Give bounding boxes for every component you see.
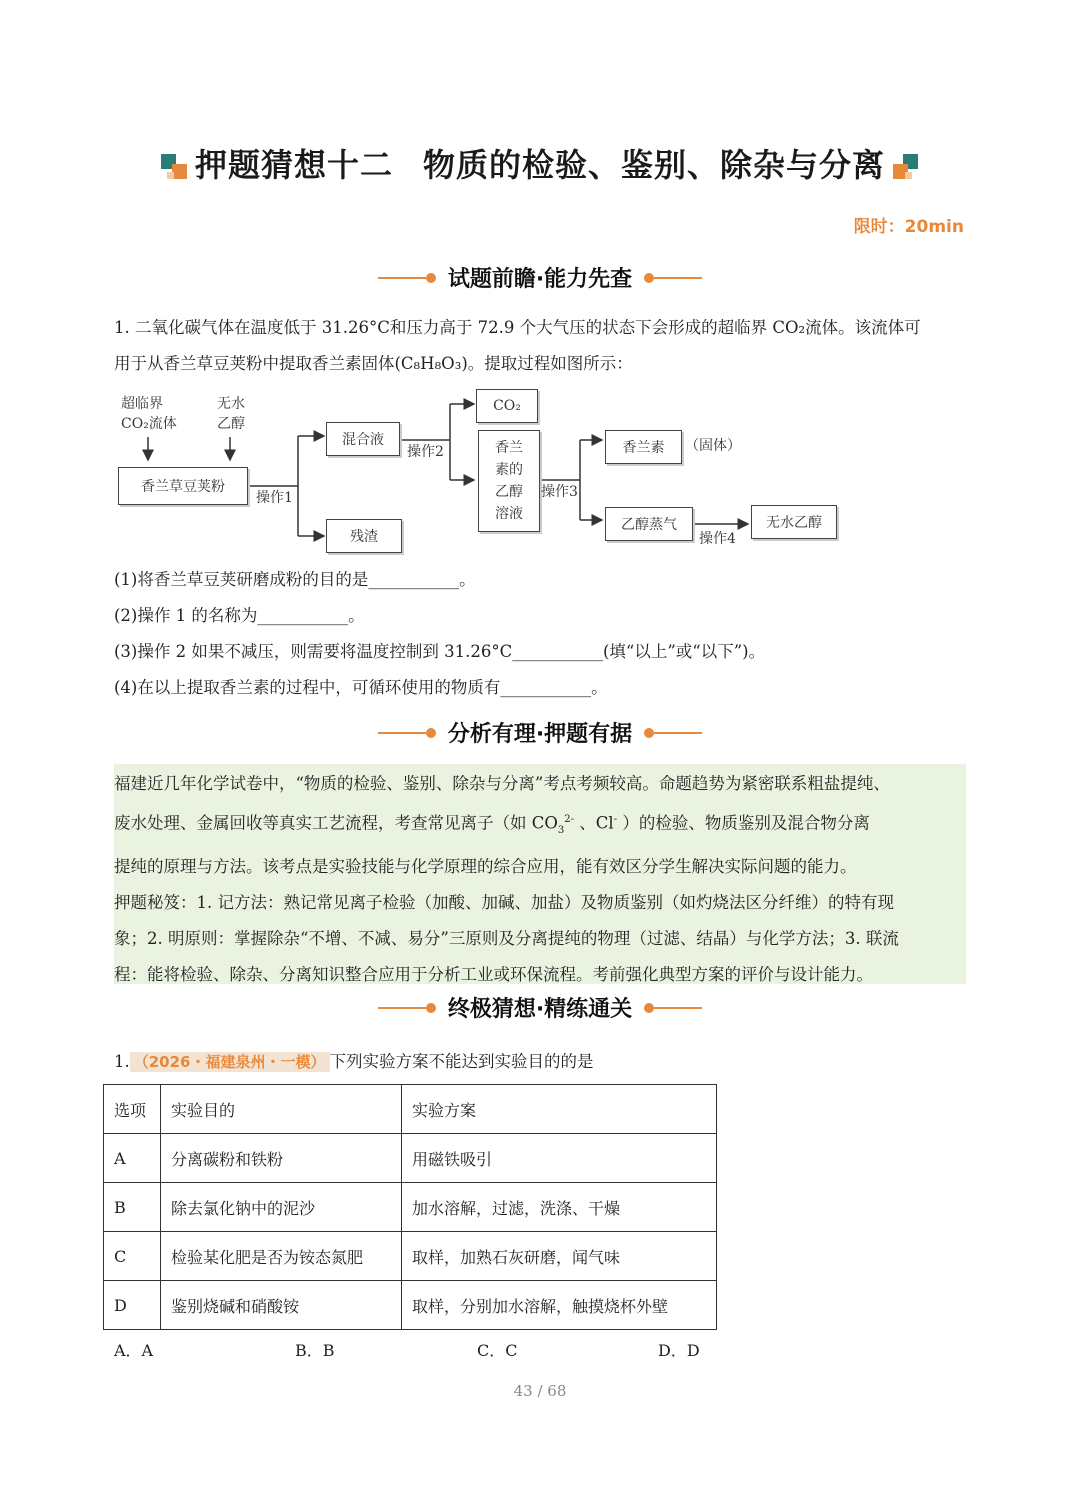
dot-icon (644, 728, 654, 738)
divider (378, 1007, 426, 1009)
vapor-box: 乙醇蒸气 (605, 507, 693, 541)
option-a: A．A (114, 1341, 154, 1360)
op1-label: 操作1 (256, 490, 293, 506)
op2-label: 操作2 (407, 444, 444, 460)
table-row: A 分离碳粉和铁粉 用磁铁吸引 (104, 1134, 717, 1183)
sub-question-1: (1)将香兰草豆荚研磨成粉的目的是___________。 (114, 570, 476, 589)
op3-label: 操作3 (541, 484, 578, 500)
dot-icon (644, 1003, 654, 1013)
co2-box: CO₂ (476, 389, 538, 423)
source-tag: （2026・福建泉州・一模） (130, 1052, 330, 1072)
sub-question-2: (2)操作 1 的名称为___________。 (114, 606, 365, 625)
section-heading: 分析有理·押题有据 (0, 717, 1080, 748)
sub-question-4: (4)在以上提取香兰素的过程中，可循环使用的物质有___________。 (114, 678, 608, 697)
anhydrous-label: 无水 乙醇 (217, 396, 245, 432)
section-heading: 试题前瞻·能力先查 (0, 262, 1080, 293)
section-heading: 终极猜想·精练通关 (0, 992, 1080, 1023)
question-intro: 1. 二氧化碳气体在温度低于 31.26°C和压力高于 72.9 个大气压的状态下会形成的超临界 CO₂流体。该流体可 用于从香兰草豆荚粉中提取香兰素固体(C₈H₈O₃)。提取过程如图所示： (114, 318, 921, 373)
vanillin-box: 香兰素 (605, 430, 682, 464)
table-row: C 检验某化肥是否为铵态氮肥 取样，加熟石灰研磨，闻气味 (104, 1232, 717, 1281)
analysis-text: 福建近几年化学试卷中，“物质的检验、鉴别、除杂与分离”考点考频较高。命题趋势为紧密联系粗盐提纯、 废水处理、金属回收等真实工艺流程，考查常见离子（如 $CO_3^{2-}$ 、Cl- ）的检验、物质鉴别及混合物分离 提纯的原理与方法。该考点是实验技能与化学原理的综合应用，能有效区分学生解决实际问题的能力。 押题秘笈：1. 记方法：熟记常见离子检验（加酸、加碱、加盐）及物质鉴别（如灼烧法区分纤维）的特有现 象；2. 明原则：掌握除杂“不增、不减、易分”三原则及分离提纯的物理（过滤、结晶）与化学方法；3. 联流 程：能将检验、除杂、分离知识整合应用于分析工业或环保流程。考前强化典型方案的评价与设计能力。 (114, 774, 899, 984)
time-limit: 限时：20min (853, 217, 964, 237)
table-row: D 鉴别烧碱和硝酸铵 取样，分别加水溶解，触摸烧杯外壁 (104, 1281, 717, 1330)
op4-label: 操作4 (699, 531, 736, 547)
divider (378, 732, 426, 734)
title-left: 押题猜想十二 (194, 146, 393, 184)
divider (654, 732, 702, 734)
solution-box: 香兰 素的 乙醇 溶液 (478, 430, 540, 532)
supercritical-label: 超临界 CO₂流体 (121, 396, 177, 432)
question-2-stem: 1. （2026・福建泉州・一模） 下列实验方案不能达到实验目的的是 (114, 1052, 594, 1071)
residue-box: 残渣 (326, 519, 402, 553)
solid-label: （固体） (685, 438, 741, 454)
option-d: D．D (658, 1341, 700, 1360)
option-b: B．B (295, 1341, 335, 1360)
experiment-table (103, 1084, 717, 1330)
page-number: 43 / 68 (513, 1382, 567, 1400)
option-c: C．C (477, 1341, 518, 1360)
table-header: 选项 实验目的 实验方案 (104, 1085, 717, 1134)
table-row: B 除去氯化钠中的泥沙 加水溶解，过滤，洗涤、干燥 (104, 1183, 717, 1232)
anhydrous-box: 无水乙醇 (751, 505, 837, 539)
dot-icon (426, 728, 436, 738)
mixture-box: 混合液 (326, 422, 400, 456)
sub-question-3: (3)操作 2 如果不减压，则需要将温度控制到 31.26°C___________(填“以上”或“以下”)。 (114, 642, 766, 661)
title-right: 物质的检验、鉴别、除杂与分离 (423, 146, 886, 184)
dot-icon (426, 1003, 436, 1013)
divider (654, 1007, 702, 1009)
powder-box: 香兰草豆荚粉 (118, 467, 248, 505)
